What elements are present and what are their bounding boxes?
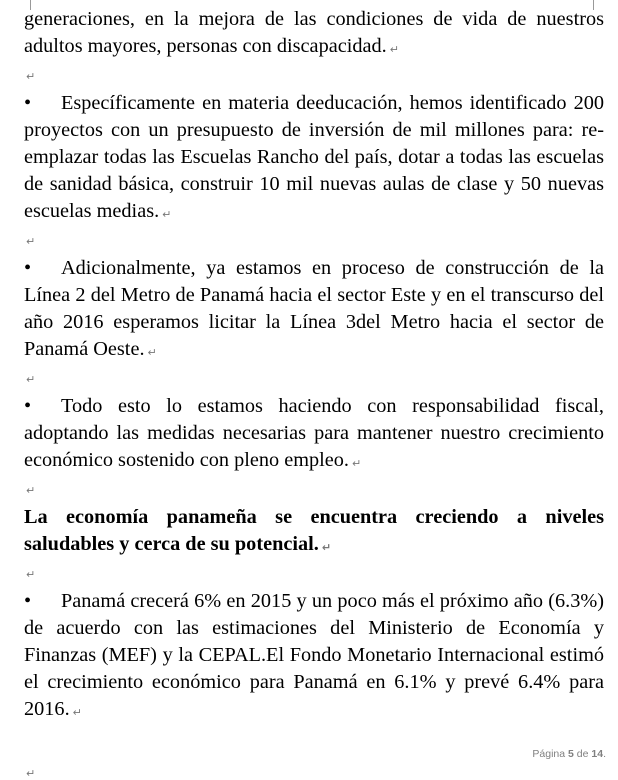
bullet-paragraph-fiscal bbox=[24, 393, 604, 477]
paragraph-3-text: Adicionalmente, ya estamos en proceso de construcción de la Línea 2 del Metro de Panamá hacia el sector Este y en el transcurso del año 2016 esperamos licitar la Línea 3del Metro hacia el sector de Panamá Oeste. bbox=[24, 257, 604, 360]
footer-suffix: . bbox=[603, 748, 606, 760]
paragraph-mark-icon: ↵ bbox=[162, 208, 172, 221]
paragraph-mark-icon: ↵ bbox=[321, 541, 332, 554]
section-heading-text: La economía panameña se encuentra creciendo a niveles saludables y cerca de su potencial. bbox=[24, 506, 604, 555]
section-heading bbox=[24, 504, 604, 561]
bullet-icon: • bbox=[24, 395, 32, 417]
paragraph-6-text: Panamá crecerá 6% en 2015 y un poco más el próximo año (6.3%) de acuerdo con las estimaciones del Ministerio de Economía y Finanzas (MEF) y la CEPAL.El Fondo Monetario Internacional estimó el crecimiento económico para Panamá en 6.1% y prevé 6.4% para 2016. bbox=[24, 590, 604, 720]
paragraph-2-text: Específicamente en materia deeducación, hemos identificado 200 proyectos con un presupuesto de inversión de mil millones para: re-emplazar todas las Escuelas Rancho del país, dotar a todas las escuelas de sanidad básica, construir 10 mil nuevas aulas de clase y 50 nuevas escuelas medias. bbox=[24, 92, 604, 222]
bullet-icon: • bbox=[24, 92, 32, 114]
empty-paragraph: ↵ bbox=[26, 568, 36, 581]
page-number-footer bbox=[532, 748, 606, 760]
paragraph-mark-icon: ↵ bbox=[147, 346, 157, 359]
bullet-paragraph-metro bbox=[24, 255, 604, 366]
empty-paragraph: ↵ bbox=[26, 235, 36, 248]
document-page[interactable] bbox=[24, 0, 604, 780]
empty-paragraph: ↵ bbox=[26, 484, 36, 497]
empty-paragraph: ↵ bbox=[26, 70, 36, 83]
bullet-icon: • bbox=[24, 257, 32, 279]
bullet-paragraph-education bbox=[24, 90, 604, 228]
paragraph-mark-icon: ↵ bbox=[352, 457, 362, 470]
footer-middle: de bbox=[573, 748, 592, 760]
empty-paragraph: ↵ bbox=[26, 373, 36, 386]
bullet-icon: • bbox=[24, 590, 32, 612]
paragraph-1-text: generaciones, en la mejora de las condiciones de vida de nuestros adultos mayores, personas con discapacidad. bbox=[24, 8, 604, 57]
paragraph-mark-icon: ↵ bbox=[72, 706, 82, 719]
footer-total-pages: 14 bbox=[591, 748, 604, 760]
footer-prefix: Página bbox=[532, 748, 569, 760]
bullet-paragraph-growth bbox=[24, 588, 604, 726]
paragraph-mark-icon: ↵ bbox=[389, 43, 399, 56]
paragraph-mark-icon: ↵ bbox=[26, 767, 36, 780]
footer-page-number: 5 bbox=[568, 748, 574, 760]
paragraph-1 bbox=[24, 6, 604, 63]
paragraph-4-text: Todo esto lo estamos haciendo con responsabilidad fiscal, adoptando las medidas necesarias para mantener nuestro crecimiento económico sostenido con pleno empleo. bbox=[24, 395, 604, 471]
